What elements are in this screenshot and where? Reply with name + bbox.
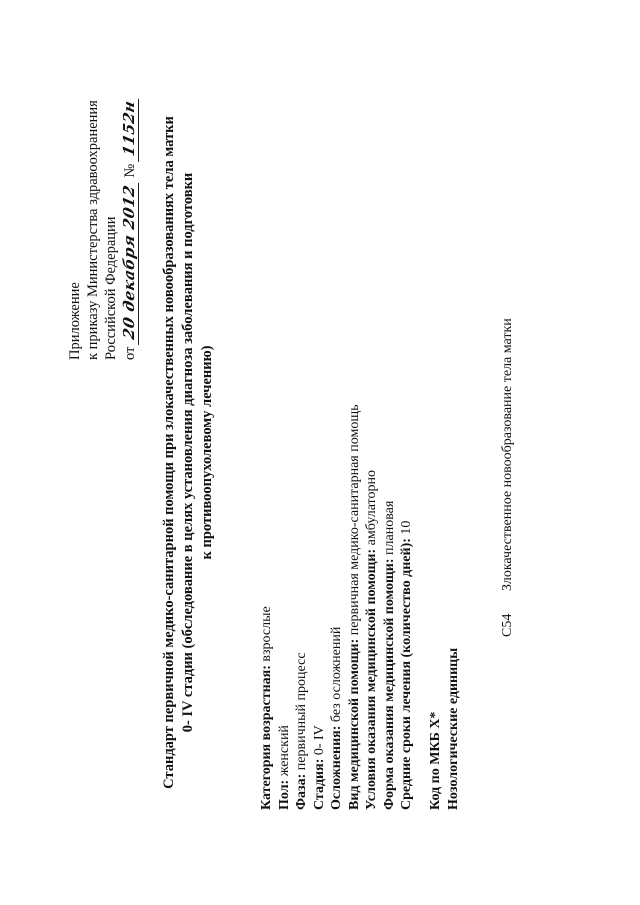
param-label: Осложнения: <box>329 725 344 810</box>
param-value: без осложнений <box>329 626 344 726</box>
title-line-1: Стандарт первичной медико-санитарной помощи при злокачественных новообразованиях тела матки <box>161 116 177 789</box>
param-label: Фаза: <box>294 773 309 810</box>
date-prefix: от <box>122 346 138 360</box>
appendix-federation-line: Российской Федерации <box>103 216 119 360</box>
param-value: женский <box>276 725 292 780</box>
handwritten-order-number: 1152н <box>120 95 139 162</box>
appendix-date-number-line <box>120 97 139 360</box>
param-row <box>346 405 364 811</box>
param-value: плановая <box>381 500 397 559</box>
param-row <box>381 405 399 811</box>
param-value: 10 <box>399 520 414 539</box>
param-row <box>276 405 294 811</box>
classification-block <box>427 648 463 810</box>
standard-parameters <box>258 405 416 811</box>
param-value: взрослые <box>259 606 274 666</box>
param-value: первичная медико-санитарная помощь <box>346 404 362 639</box>
param-label: Пол: <box>276 779 292 810</box>
param-row <box>328 405 346 811</box>
icd-code-label: Код по МКБ X* <box>428 711 443 810</box>
param-row <box>258 405 276 811</box>
number-sign: № <box>122 163 138 178</box>
title-line-2: 0- IV стадии (обследование в целях установления диагноза заболевания и подготовки <box>180 172 196 733</box>
param-label: Категория возрастная: <box>259 665 274 810</box>
handwritten-date: 20 декабря 2012 <box>120 179 139 345</box>
param-label: Условия оказания медицинской помощи: <box>364 548 379 810</box>
param-value: первичный процесс <box>294 652 309 774</box>
param-value: 0- IV <box>311 725 327 759</box>
nosology-label: Нозологические единицы <box>446 647 461 810</box>
diagnosis-name: Злокачественное новообразование тела матки <box>500 318 515 591</box>
document-title <box>160 0 217 905</box>
param-row <box>398 405 416 811</box>
param-label: Стадия: <box>311 758 327 810</box>
diagnosis-code: C54 <box>500 613 515 637</box>
appendix-block <box>66 97 139 360</box>
param-row <box>293 405 311 811</box>
param-label: Вид медицинской помощи: <box>346 638 362 810</box>
param-row <box>311 405 329 811</box>
param-label: Средние сроки лечения (количество дней): <box>399 538 414 810</box>
appendix-order-line: к приказу Министерства здравоохранения <box>85 100 101 360</box>
title-line-3: к противоопухолевому лечению) <box>199 345 215 560</box>
param-row <box>363 405 381 811</box>
diagnosis-entry <box>500 318 516 637</box>
param-label: Форма оказания медицинской помощи: <box>381 558 397 810</box>
param-value: амбулаторно <box>364 470 379 549</box>
appendix-heading: Приложение <box>67 282 83 360</box>
